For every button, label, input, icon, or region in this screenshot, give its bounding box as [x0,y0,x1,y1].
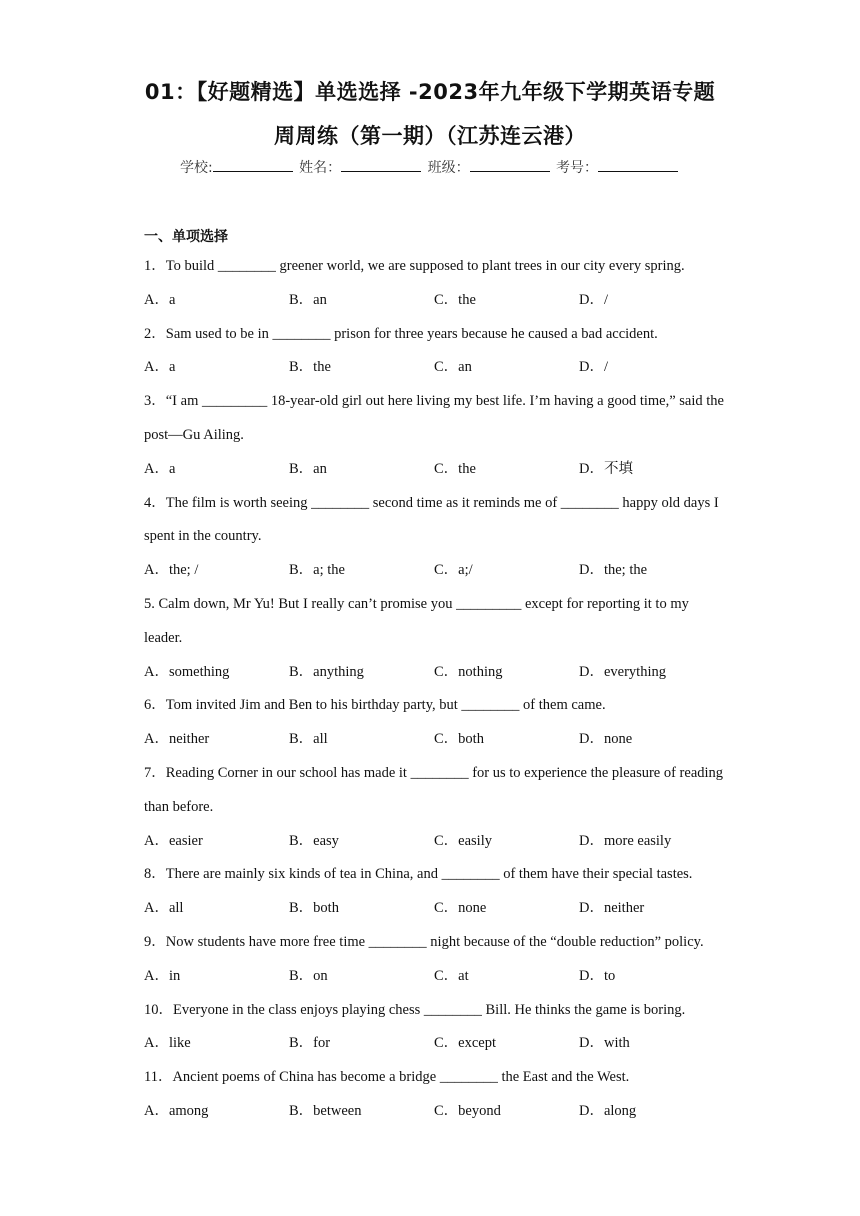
question-stem: 1．To build ________ greener world, we are supposed to plant trees in our city every spring. [144,258,685,274]
answer-option: A．a [144,359,176,376]
question-stem: 5. Calm down, Mr Yu! But I really can’t promise you _________ except for reporting it to my leader. [144,595,689,646]
question-stem: 8．There are mainly six kinds of tea in China, and ________ of them have their special tastes. [144,866,693,883]
answer-option: B．all [289,731,328,748]
answer-option: D．不填 [579,460,633,477]
answer-option: B．between [289,1102,362,1119]
answer-options [144,723,724,757]
school-label: 学校: [179,160,213,176]
answer-option: A．like [144,1035,191,1052]
answer-option: D．neither [579,900,645,917]
answer-option: D．everything [579,663,666,680]
answer-option: A．the; / [144,562,199,579]
question-stem: 3．“I am _________ 18-year-old girl out here living my best life. I’m having a good time,” said the post—Gu Ailing. [144,393,724,443]
answer-option: C．both [434,731,484,748]
answer-option: C．at [434,967,469,984]
answer-option: A．among [144,1102,209,1119]
answer-option: C．an [434,359,472,376]
question-item [144,385,724,486]
question-stem: 4．The film is worth seeing ________ second time as it reminds me of ________ happy old days I spent in the country. [144,494,719,545]
class-label: 班级： [427,160,470,176]
answer-option: B．easy [289,832,339,849]
answer-options [144,892,724,926]
answer-option: D．along [579,1102,637,1119]
question-list [144,250,724,1129]
question-item [144,588,724,689]
answer-options [144,1095,724,1129]
answer-options [144,1027,724,1061]
answer-option: B．a; the [289,562,345,579]
question-stem: 6．Tom invited Jim and Ben to his birthday party, but ________ of them came. [144,697,606,714]
answer-option: B．for [289,1035,331,1052]
name-label: 姓名： [299,160,342,176]
answer-option: B．the [289,359,331,376]
question-item [144,858,724,926]
question-stem: 2．Sam used to be in ________ prison for three years because he caused a bad accident. [144,325,658,342]
document-title-line2: 周周练（第一期）（江苏连云港） [274,124,586,148]
question-item [144,1061,724,1129]
question-item [144,994,724,1062]
answer-option: B．anything [289,663,364,680]
answer-option: A．easier [144,832,203,849]
answer-option: C．except [434,1035,497,1052]
answer-option: C．the [434,291,476,308]
question-item [144,926,724,994]
answer-options [144,453,724,487]
answer-option: A．a [144,460,176,477]
answer-options [144,960,724,994]
answer-option: C．the [434,460,476,477]
answer-option: A．neither [144,731,210,748]
answer-option: C．none [434,900,487,917]
question-item [144,689,724,757]
answer-option: D．the; the [579,562,648,579]
answer-options [144,284,724,318]
answer-option: D．/ [579,359,608,376]
answer-option: A．in [144,967,181,984]
answer-options [144,825,724,859]
answer-options [144,554,724,588]
question-item [144,487,724,588]
answer-option: D．more easily [579,832,672,849]
answer-option: C．easily [434,832,492,849]
answer-option: B．both [289,900,339,917]
document-title-line1: 01：【好题精选】单选选择 -2023年九年级下学期英语专题 [144,80,716,104]
answer-option: B．an [289,291,327,308]
answer-options [144,656,724,690]
answer-option: C．nothing [434,663,503,680]
answer-option: C．a;/ [434,562,473,579]
question-stem: 7．Reading Corner in our school has made it ________ for us to experience the pleasure of reading than before. [144,764,724,815]
answer-option: B．on [289,967,328,984]
exam-number-label: 考号： [556,160,599,176]
answer-option: D．with [579,1035,630,1052]
answer-option: D．to [579,967,616,984]
question-stem: 10．Everyone in the class enjoys playing chess ________ Bill. He thinks the game is boring. [144,1001,686,1018]
exam-number-blank [598,157,678,172]
student-info-line [0,157,860,177]
question-item [144,318,724,386]
question-stem: 9．Now students have more free time ________ night because of the “double reduction” policy. [144,933,704,950]
answer-option: A．something [144,663,230,680]
answer-option: A．all [144,900,184,917]
answer-option: D．none [579,731,633,748]
question-item [144,250,724,318]
answer-option: B．an [289,460,327,477]
answer-option: C．beyond [434,1102,501,1119]
question-stem: 11．Ancient poems of China has become a bridge ________ the East and the West. [144,1069,630,1086]
answer-option: A．a [144,291,176,308]
answer-option: D．/ [579,291,608,308]
class-blank [470,157,550,172]
section-title: 一、单项选择 [144,229,228,245]
answer-options [144,351,724,385]
question-item [144,757,724,858]
school-blank [213,157,293,172]
name-blank [341,157,421,172]
